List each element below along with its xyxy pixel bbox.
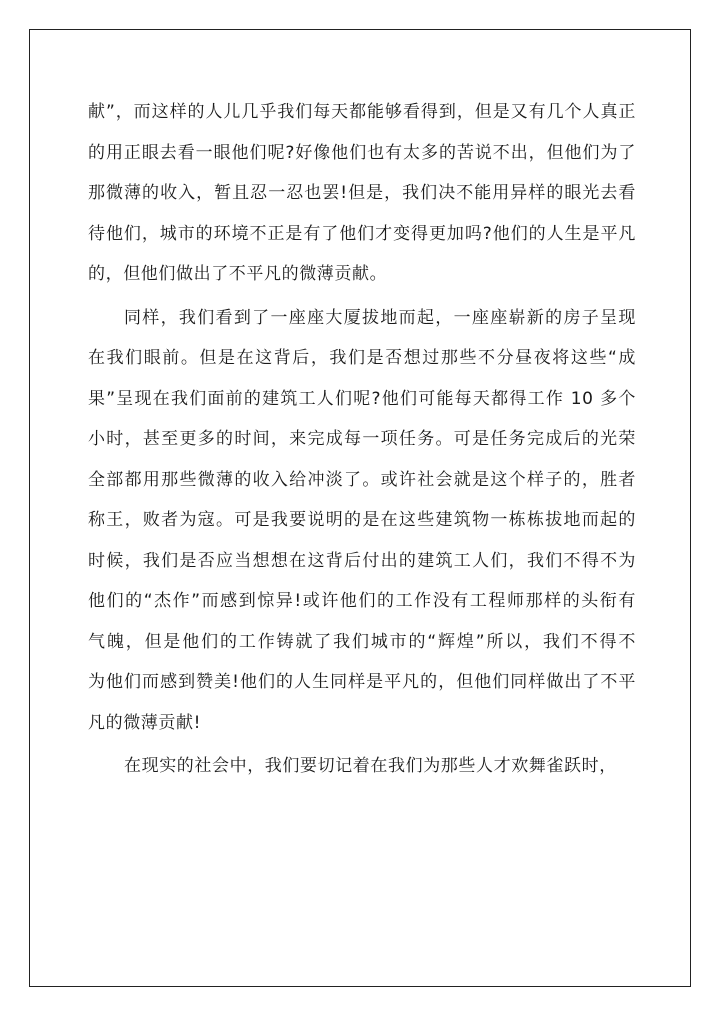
text-line: 同样，我们看到了一座座大厦拔地而起，一座座崭新的房子呈现 — [124, 307, 636, 328]
text-line: 气魄，但是他们的工作铸就了我们城市的“辉煌”所以，我们不得不 — [88, 631, 636, 652]
text-line: 那微薄的收入，暂且忍一忍也罢!但是，我们决不能用异样的眼光去看 — [88, 183, 636, 203]
text-line: 的，但他们做出了不平凡的微薄贡献。 — [88, 264, 388, 284]
text-line: 果”呈现在我们面前的建筑工人们呢?他们可能每天都得工作 10 多个 — [88, 388, 636, 409]
text-line: 在我们眼前。但是在这背后，我们是否想过那些不分昼夜将这些“成 — [88, 348, 636, 368]
text-line: 献”，而这样的人儿几乎我们每天都能够看得到，但是又有几个人真正 — [88, 102, 636, 122]
text-line: 在现实的社会中，我们要切记着在我们为那些人才欢舞雀跃时， — [124, 756, 617, 776]
text-line: 为他们而感到赞美!他们的人生同样是平凡的，但他们同样做出了不平 — [88, 672, 636, 692]
text-line: 待他们，城市的环境不正是有了他们才变得更加吗?他们的人生是平凡 — [88, 223, 636, 244]
text-line: 称王，败者为寇。可是我要说明的是在这些建筑物一栋栋拔地而起的 — [88, 510, 636, 530]
document-body — [88, 92, 636, 787]
text-line: 时候，我们是否应当想想在这背后付出的建筑工人们，我们不得不为 — [88, 550, 636, 571]
text-line: 全部都用那些微薄的收入给冲淡了。或许社会就是这个样子的，胜者 — [88, 469, 636, 490]
text-line: 凡的微薄贡献! — [88, 712, 202, 733]
text-line: 的用正眼去看一眼他们呢?好像他们也有太多的苦说不出，但他们为了 — [88, 142, 636, 163]
text-line: 小时，甚至更多的时间，来完成每一项任务。可是任务完成后的光荣 — [88, 429, 636, 449]
text-line: 他们的“杰作”而感到惊异!或许他们的工作没有工程师那样的头衔有 — [88, 591, 636, 611]
